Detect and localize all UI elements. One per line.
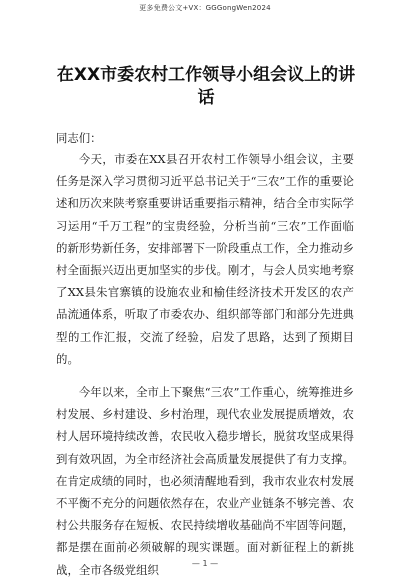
paragraph-1: 今天，市委在XX县召开农村工作领导小组会议，主要任务是深入学习贯彻习近平总书记关于“三农”工作的重要论述和历次来陕考察重要讲话重要指示精神，结合全市实际学习运用“千万工程”的宝贵经验，分析当前“三农”工作面临的新形势新任务，安排部署下一阶段重点工作，全力推动乡村全面振兴迈出更加坚实的步伐。刚才，与会人员实地考察了XX县朱官寨镇的设施农业和榆佳经济技术开发区的农产品流通体系，听取了市委农办、组织部等部门和部分先进典型的工作汇报，交流了经验，启发了思路，达到了预期目的。 <box>56 152 354 366</box>
body-text <box>56 148 354 581</box>
header-note: 更多免费公文+VX：GGGongWen2024 <box>139 4 271 12</box>
paragraph-2: 今年以来，全市上下聚焦“三农”工作重心，统筹推进乡村发展、乡村建设、乡村治理，现代农业发展提质增效，农村人居环境持续改善，农民收入稳步增长，脱贫攻坚成果得到有效巩固，为全市经济社会高质量发展提供了有力支撑。在肯定成绩的同时，也必须清醒地看到，我市农业农村发展不平衡不充分的问题依然存在，农业产业链条不够完善、农村公共服务存在短板、农民持续增收基础尚不牢固等问题，都是摆在面前必须破解的现实课题。面对新征程上的新挑战，全市各级党组织 <box>56 385 354 577</box>
salutation: 同志们： <box>56 131 102 145</box>
document-title: 在XX市委农村工作领导小组会议上的讲话 <box>56 65 356 108</box>
page-number: — 1 — <box>191 559 219 568</box>
